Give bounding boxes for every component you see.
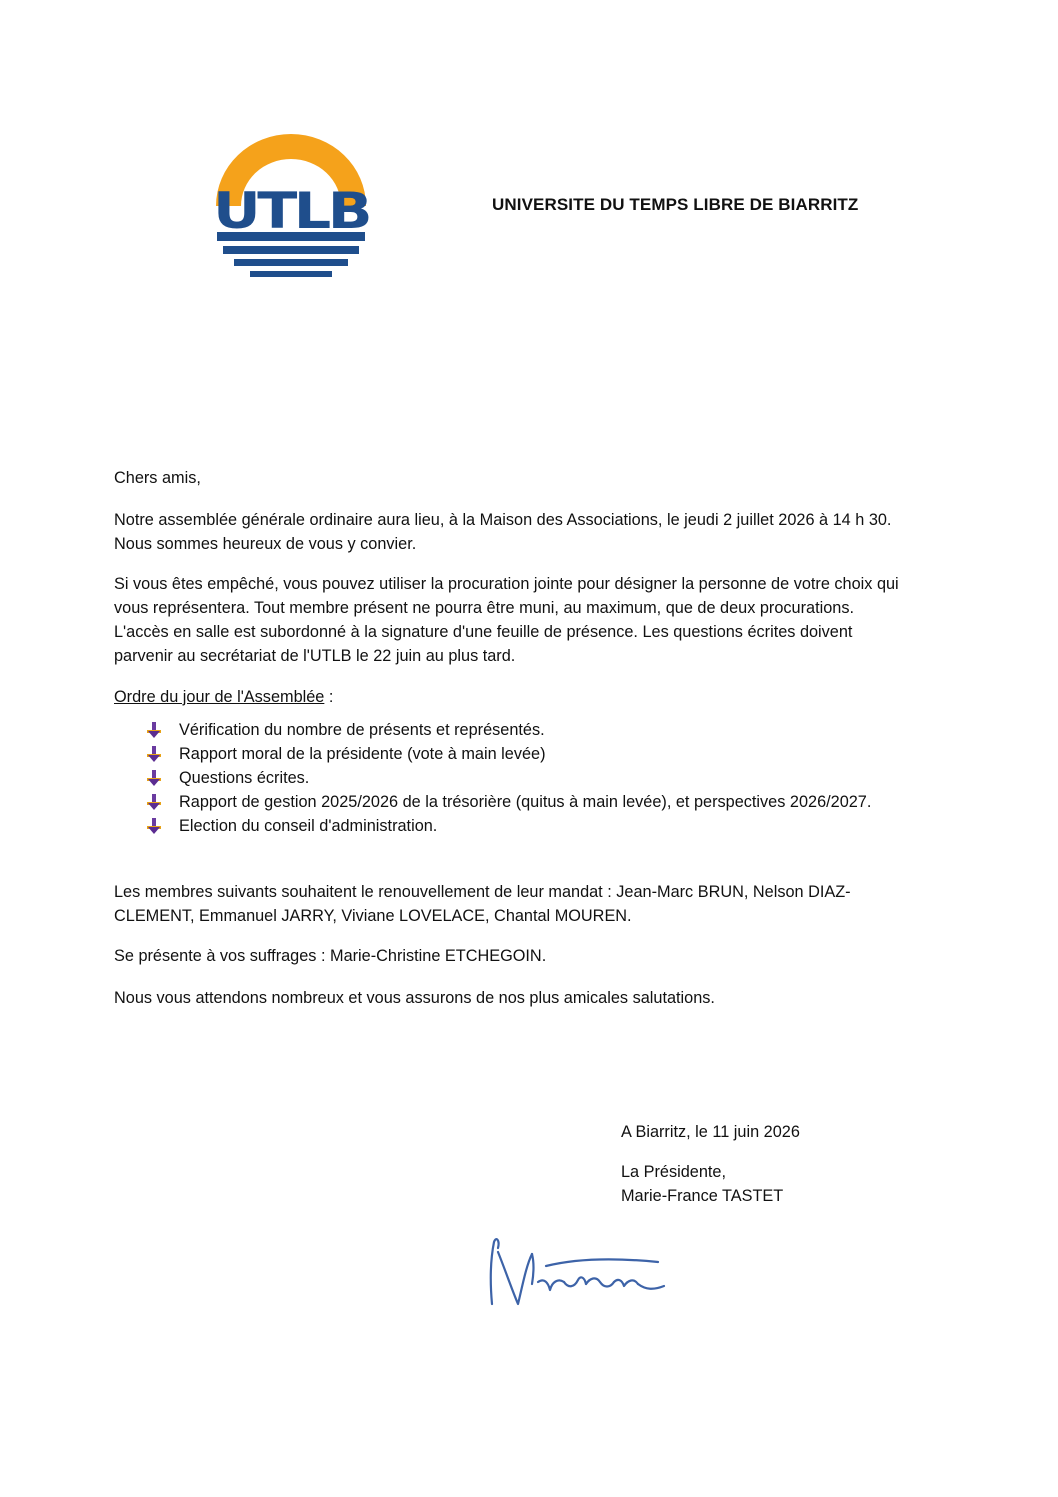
agenda-heading	[114, 685, 910, 709]
agenda-item	[145, 814, 905, 838]
arrow-down-bullet-icon	[145, 722, 163, 738]
agenda-item	[145, 742, 905, 766]
agenda-item	[145, 790, 905, 814]
agenda-heading-colon: :	[324, 688, 334, 706]
paragraph-renewing-members: Les membres suivants souhaitent le renouvellement de leur mandat : Jean-Marc BRUN, Nelson DIAZ-CLEMENT, Emmanuel JARRY, Viviane LOVELACE, Chantal MOUREN.	[114, 883, 851, 925]
arrow-down-bullet-icon	[145, 794, 163, 810]
agenda-item-text: Vérification du nombre de présents et représentés.	[179, 721, 545, 739]
agenda-item-text: Rapport moral de la présidente (vote à main levée)	[179, 745, 546, 763]
signatory-title: La Présidente,	[621, 1163, 726, 1181]
arrow-down-bullet-icon	[145, 746, 163, 762]
agenda-item-text: Questions écrites.	[179, 769, 310, 787]
handwritten-signature	[478, 1232, 674, 1316]
arrow-down-bullet-icon	[145, 770, 163, 786]
paragraph-meeting-announcement: Notre assemblée générale ordinaire aura lieu, à la Maison des Associations, le jeudi 2 juillet 2026 à 14 h 30. Nous sommes heureux de vous y convier.	[114, 511, 892, 553]
agenda-heading-label: Ordre du jour de l'Assemblée	[114, 688, 325, 706]
agenda-list	[145, 718, 905, 838]
arrow-down-bullet-icon	[145, 818, 163, 834]
paragraph-new-candidate: Se présente à vos suffrages : Marie-Christine ETCHEGOIN.	[114, 947, 547, 965]
place-and-date: A Biarritz, le 11 juin 2026	[621, 1123, 800, 1141]
paragraph-closing-salutation: Nous vous attendons nombreux et vous assurons de nos plus amicales salutations.	[114, 989, 715, 1007]
agenda-item	[145, 718, 905, 742]
organization-title: UNIVERSITE DU TEMPS LIBRE DE BIARRITZ	[492, 195, 859, 214]
agenda-item	[145, 766, 905, 790]
agenda-item-text: Rapport de gestion 2025/2026 de la trésorière (quitus à main levée), et perspectives 2026/2027.	[179, 793, 872, 811]
paragraph-proxy-instructions: Si vous êtes empêché, vous pouvez utiliser la procuration jointe pour désigner la personne de votre choix qui vous représentera. Tout membre présent ne pourra être muni, au maximum, que de deux procurations. L'accès en salle est subordonné à la signature d'une feuille de présence. Les questions écrites doivent parvenir au secrétariat de l'UTLB le 22 juin au plus tard.	[114, 575, 899, 665]
signatory-name: Marie-France TASTET	[621, 1187, 784, 1205]
svg-text:UTLB: UTLB	[213, 182, 369, 240]
salutation: Chers amis,	[114, 469, 201, 487]
agenda-item-text: Election du conseil d'administration.	[179, 817, 438, 835]
utlb-logo	[208, 134, 374, 290]
